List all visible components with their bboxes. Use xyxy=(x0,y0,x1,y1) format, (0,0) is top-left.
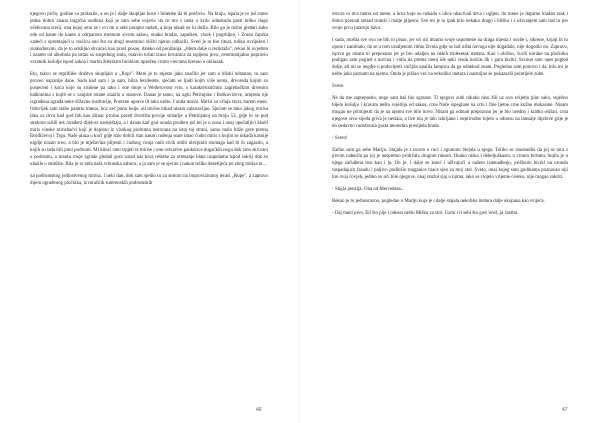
paragraph: njegovu priču, godine su prolazile, a on je i dalje skupljao boce i limenke da bi preživio. Na kraju, ispala je to još samo jedna dobro znana tragična sudbina koji je sam sebe uvjerio da će mu s neba u krilo odnekuda pasti toliko dugo očekivana sreća, ona kojoj smo se i svi mi u sebi potajno nadali, a koja nikad ne bi došla. Bilo ga je tužno gledati kako ode od kante do kante u odrpanom mesnom sivom sakou, onako bradat, zapušten, visok i pogrbljen, i Zoran čaprka vadeći s opremajući u vrećicu ono što su drugi reseminci slični njemu odbacili. Sveti je to bio ritual, toliko uvriježen i svakodnevan, da je to odslijno shvaćao kao pravi posao, daleko od ponižanja. „Idem dalje u reciklažu", rekao bi ovješten i ozaren od alkohola pa ustao sa susjednog stola, ostavio točan iznos kovanica za ispijeno pivo, ceremonijalno popravio ovratnik košulje ispod sakoa i starim žderskim biciklom uprežen crnim vrećama krenuo u obilazak. xyxy=(30,12,268,66)
paragraph: Ne da me zaprepastio, nego sam baš bio zgranut. Ti njegovi zubi nikako nisu žili uz ovo svijetlo plav sako, snježno bijelu košulju i kravatu nešto svjetliju od sakoa, crne Nače ispeglane na crtu i fine ljetne crne kožne mokasine. Nisam mogao ne primijetiti da je na njemu sve bilo novo. Nisam ga odmah prepoznao jer je bio uredno i kratko ošišan, crna njegove sivo-sijeđa griva je nestala, a lice mu je lalo izbrijano i neprirodno bijelo u odnosu na tamnije dijelove gdje je do nedavno caredavala gusta neuredna prosijeda brada. xyxy=(332,96,568,129)
paragraph: Sveto. xyxy=(332,84,345,90)
dialogue-line: - Stigla penzija. Ona od Mercedesa... xyxy=(332,187,405,193)
paragraph: na podrumskog jedinstvenog mirisa. I neki dan, dok sam sjedio tu za stolom na improviziranoj terasi „Rupe", a zapravo dijelu ograđenog pločnika, iz mračnih suterenskih podrumskih xyxy=(30,173,268,186)
page-number: 46 xyxy=(256,407,262,413)
right-page-text xyxy=(332,12,568,218)
page-number: 47 xyxy=(562,407,568,413)
paragraph: Eto, takvo se otpriliike društvo skupljalo u „Rupi". Meni je to mjesto jako značilo jer sam u bliski odrastao, tu sam proveo najranije dane. Sada kad sam i ja sam, bliza bezdesete, sjećam se ljudi kojih više nema, drvoreda kojim su posjećeni i kuća koje su srušene pa tako i one moje u Weilerovom vrtu, s karakterističnim zagrebačkim drvenim balkonima s kojih se s vanjske strane ulazilo u stanove. Danas je tamo, na uglu Petrinjske i Boškovićeve, umjesto nje izgrađena zgrada neke državne institucije, Porezne uprave ili tako nešto. I onda mirisi. Mirisi su vrlaja stvar, barem meni. Oduvijek sam slabo pamtio imena, lica već puno bolje, ali mirise nikad nisam zaboravljao. Sjećam se tako jakog mirisa laka za drvo kad god bih kao klinac prošao pored dvorišta povoje stolarije u Petrinjskoj na broju 53, gdje bi se pod strehom sušili tek izrađeni dijelovi namještaja, a i danas kad god onuda prođem još mi je u nosu i onaj upečatljivi kiseli miris vinske mirisbačvi koji je dopirao iz visokog podruma restorana na istoj toj strani, samo malo bliže gore prema Đorđićevoj i Trgu. Naše ulaza u kući gdje smo dobili stan nakon rušenja stare imao ćudni miris s kojim se nikada kasnije nigdje nisam sreo, a bio je mješavina plijesni i ćudnog vonja onih sivih oblih olečpinih stomaga kad bi ih zagazilo, a kojih su tada bili puni podrumi. Mi klinci smo trpjeli te mirise i one ostvarive pauknove dugačkih nogu dok smo skrivani u podrumu, u mraku moje zgrade gledali gore iznad nas kroz rešetke za otresanje blata usajedama ispod sokrij dok su ulazile u stubište. Bila je to tada naša vrhunska zabava, a ja sam je se sjećao i nakon toliko desetljeća po zbog mirisa te... xyxy=(30,72,268,168)
dialogue-line: - Daj meni pivo, Eli što pije i odnesi nešto Mišku za stol. Uzmi i ti sebi što god 'oćeš, ja častim. xyxy=(332,210,519,216)
dialogue-line: - Sveto! xyxy=(332,135,348,141)
paragraph: Zaduo sam ga sebe Mariju. Stajala je s tacom u ruci i zgranuto blejala u njega. Toliko se iznenadila da joj se taca s pivom naherila pa joj je nespretno pridržala drugom rukom. Onako niska i debeljuškasta, u crnom fertunu, bujila je u njega začuđena isto kao i ja. On je, i dalje se ksecl i užlvajući u našem iznenađenju, prišlonio bicikl na orondu raspadajuću fasadu i paljivo podložio maganice hlaće sjeo za moj stol. Sveto, onaj kojeg sam godinama poznavao niji bio ovaj čovjek, jedino su oči bile njegove, onaj otužni sjaj u njima, iako se ciojelo vrijeme cereko, nije mogao sakriti. xyxy=(332,147,568,181)
paragraph: Rekao je to jednostavno, pogledao u Mariju koja je i dalje stajala nekoliko metara dalje ukopana kao svijeća. xyxy=(332,198,545,204)
paragraph: I sada, mošda sve ovo ne bih ni pisao, jer svi mi imamo svoje uspomene na draga mjesta i osobe i, sikrene, kojaji bi to upole i zanimalo, da se u tom ustaljenom ritmu života gdje se baš ništa novoga nije događalo, nije dogodio on. Zapravo, isprva ga nisam ni prepoznao jer je bio udaljen na nekih tridesetak metara. Kao i obično, čuvši korake na pločniku podigao sam pogled s novina i vidio da prema meni ide neki visok košćat lik i gura bicikl. Svrnuo sam opet pogled dolje, ali mi se negdje u podsvijesti vaćijda upalila lampica da ga odnekud znam. Pogledao sam ponovo i da, bilo mi je nešto jako poznato na njemu. Onda je prišao već na nekoliko metara i nasmijao se pokazavši polutijele zube. xyxy=(332,37,568,78)
paragraph: otvora ni dva metra od mene, a kroz koje su nekada s ulice ubacivali drva i ugljen, do mene je dopirao hladan zrak i dobro poznati smrad truleži i malje plijesni. Sve mi je to ipak bilo nekako drago i bliško i s uživanjem sam baš tu pio svoju prvu jutarnju kavu. xyxy=(332,12,568,31)
right-page xyxy=(300,0,600,423)
left-page-text xyxy=(30,12,268,188)
